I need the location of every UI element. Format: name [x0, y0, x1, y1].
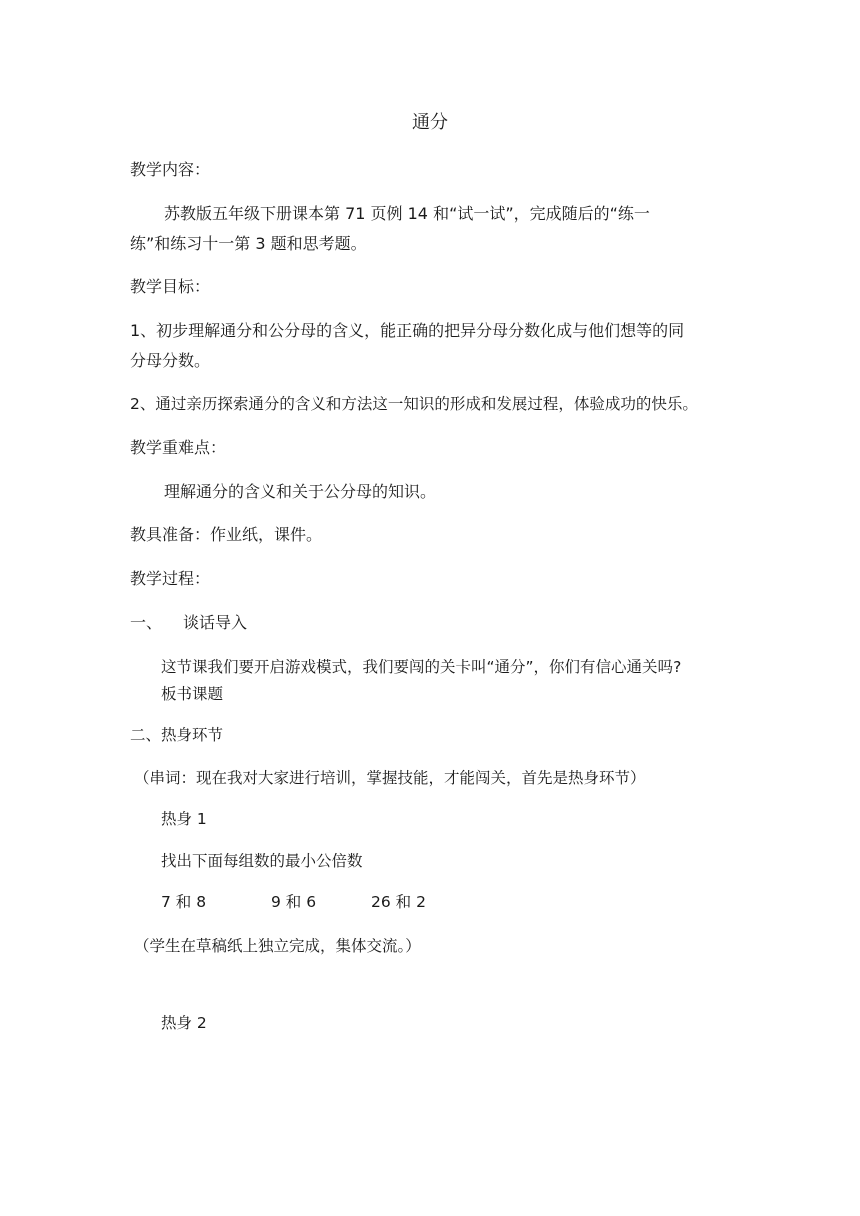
- number-pair: 7 和 8: [161, 893, 207, 911]
- content-line-2: 练”和练习十一第 3 题和思考题。: [130, 234, 367, 253]
- section-1-title: 谈话导入: [183, 613, 248, 632]
- goal-2: 2、通过亲历探索通分的含义和方法这一知识的形成和发展过程，体验成功的快乐。: [130, 395, 698, 413]
- section-1-line-2: 板书课题: [161, 685, 224, 703]
- key-heading: 教学重难点：: [130, 438, 227, 457]
- section-1-marker: 一、: [130, 613, 163, 632]
- section-2-heading: 二、热身环节: [130, 726, 224, 744]
- goals-heading: 教学目标：: [130, 277, 211, 296]
- goal-1-line-1: 1、初步理解通分和公分母的含义，能正确的把异分母分数化成与他们想等的同: [130, 321, 685, 340]
- warmup-1-label: 热身 1: [161, 810, 207, 828]
- warmup-2-label: 热身 2: [161, 1014, 207, 1032]
- warmup-1-task: 找出下面每组数的最小公倍数: [161, 852, 363, 870]
- warmup-1-note: （学生在草稿纸上独立完成，集体交流。）: [134, 937, 421, 955]
- number-pair: 9 和 6: [271, 893, 317, 911]
- tools-line: 教具准备：作业纸，课件。: [130, 525, 323, 544]
- key-text: 理解通分的含义和关于公分母的知识。: [164, 482, 437, 501]
- document-title: 通分: [412, 112, 448, 133]
- section-2-note: （串词：现在我对大家进行培训，掌握技能，才能闯关，首先是热身环节）: [134, 769, 646, 787]
- process-heading: 教学过程：: [130, 569, 211, 588]
- content-heading: 教学内容：: [130, 160, 211, 179]
- content-line-1: 苏教版五年级下册课本第 71 页例 14 和“试一试”，完成随后的“练一: [164, 204, 650, 223]
- number-pair: 26 和 2: [371, 893, 426, 911]
- section-1-line-1: 这节课我们要开启游戏模式，我们要闯的关卡叫“通分”，你们有信心通关吗?: [161, 658, 682, 676]
- goal-1-line-2: 分母分数。: [130, 351, 211, 370]
